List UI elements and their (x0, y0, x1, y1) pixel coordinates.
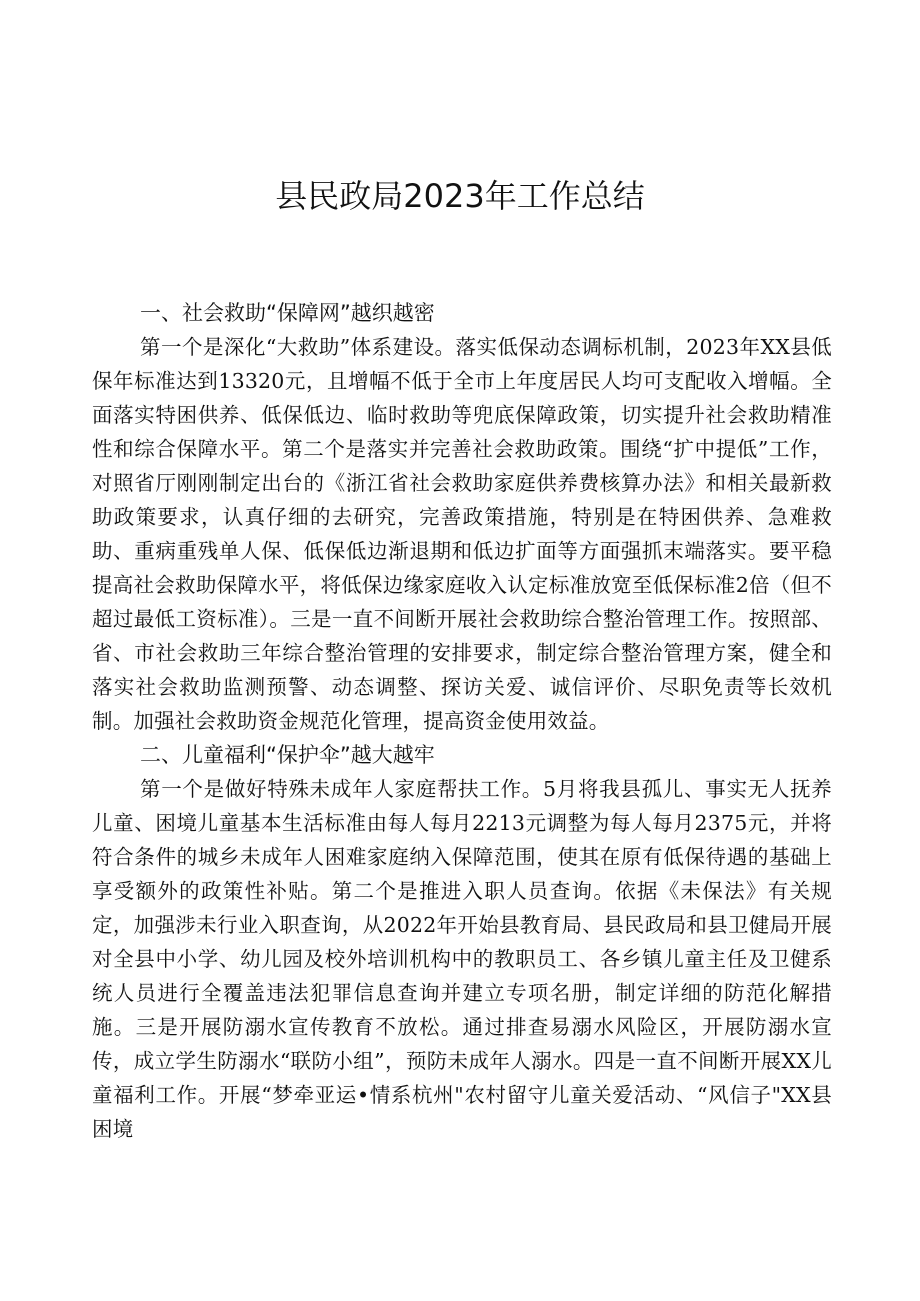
section-paragraph-social-assistance: 第一个是深化“大救助”体系建设。落实低保动态调标机制，2023年XX县低保年标准达到13320元，且增幅不低于全市上年度居民人均可支配收入增幅。全面落实特困供养、低保低边、临时救助等兜底保障政策，切实提升社会救助精准性和综合保障水平。第二个是落实并完善社会救助政策。围绕“扩中提低”工作，对照省厅刚刚制定出台的《浙江省社会救助家庭供养费核算办法》和相关最新救助政策要求，认真仔细的去研究，完善政策措施，特别是在特困供养、急难救助、重病重残单人保、低保低边渐退期和低边扩面等方面强抓末端落实。要平稳提高社会救助保障水平，将低保边缘家庭收入认定标准放宽至低保标准2倍（但不超过最低工资标准）。三是一直不间断开展社会救助综合整治管理工作。按照部、省、市社会救助三年综合整治管理的安排要求，制定综合整治管理方案，健全和落实社会救助监测预警、动态调整、探访关爱、诚信评价、尽职免责等长效机制。加强社会救助资金规范化管理，提高资金使用效益。 (92, 335, 832, 733)
document-title: 县民政局2023年工作总结 (275, 177, 645, 215)
section-heading-child-welfare: 二、儿童福利“保护伞”越大越牢 (140, 743, 435, 767)
section-heading-social-assistance: 一、社会救助“保障网”越织越密 (140, 301, 435, 325)
section-paragraph-child-welfare: 第一个是做好特殊未成年人家庭帮扶工作。5月将我县孤儿、事实无人抚养儿童、困境儿童基本生活标准由每人每月2213元调整为每人每月2375元，并将符合条件的城乡未成年人困难家庭纳入保障范围，使其在原有低保待遇的基础上享受额外的政策性补贴。第二个是推进入职人员查询。依据《未保法》有关规定，加强涉未行业入职查询，从2022年开始县教育局、县民政局和县卫健局开展对全县中小学、幼儿园及校外培训机构中的教职员工、各乡镇儿童主任及卫健系统人员进行全覆盖违法犯罪信息查询并建立专项名册，制定详细的防范化解措施。三是开展防溺水宣传教育不放松。通过排查易溺水风险区，开展防溺水宣传，成立学生防溺水“联防小组”，预防未成年人溺水。四是一直不间断开展XX儿童福利工作。开展“梦牵亚运•情系杭州"农村留守儿童关爱活动、“风信子"XX县困境 (92, 777, 832, 1141)
document-body (92, 296, 832, 1146)
